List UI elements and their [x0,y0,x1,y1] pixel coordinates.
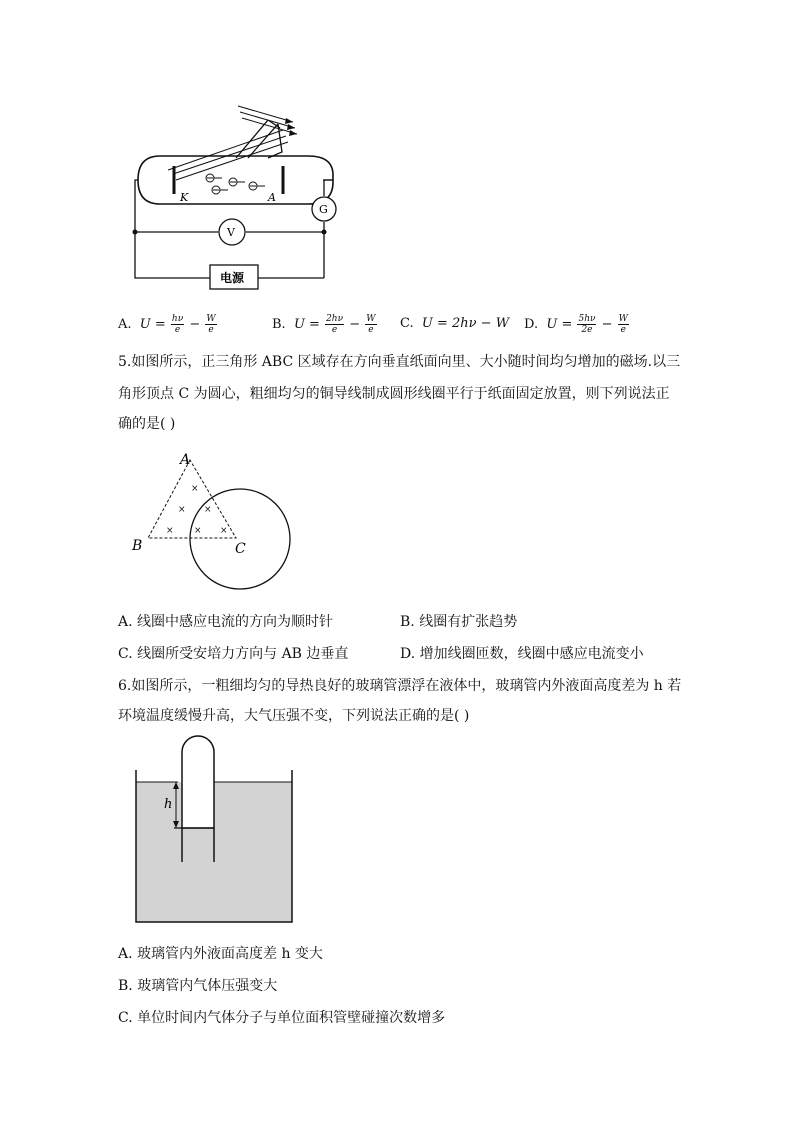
glass-tube-figure [128,730,300,926]
q6-stem-line-2: 环境温度缓慢升高，大气压强不变，下列说法正确的是( ) [118,708,470,724]
q5-option-b: B. 线圈有扩张趋势 [400,614,518,630]
svg-text:×: × [166,526,174,536]
q6-option-c: C. 单位时间内气体分子与单位面积管壁碰撞次数增多 [118,1010,446,1026]
vacuum-tube [138,156,333,204]
coil-circle [190,489,290,589]
label-V: V [227,226,235,239]
q6-option-b: B. 玻璃管内气体压强变大 [118,978,278,994]
label-K: K [180,191,189,204]
label-A: A [180,452,191,468]
photoelectric-circuit-figure [118,100,348,300]
q5-option-c: C. 线圈所受安培力方向与 AB 边垂直 [118,646,349,662]
q4-option-c: C. U = 2hν − W [400,316,510,331]
svg-text:×: × [220,526,228,536]
q5-stem-line-2: 角形顶点 C 为圆心，粗细均匀的铜导线制成圆形线圈平行于纸面固定放置，则下列说法正 [118,386,670,402]
q5-stem-line-3: 确的是( ) [118,416,176,432]
q5-option-a: A. 线圈中感应电流的方向为顺时针 [118,614,334,630]
q6-stem-line-1: 6.如图所示，一粗细均匀的导热良好的玻璃管漂浮在液体中，玻璃管内外液面高度差为 h 若 [118,678,682,694]
label-A: A [268,191,276,204]
svg-text:×: × [191,484,199,494]
label-h: h [164,797,173,812]
label-B: B [132,538,143,554]
arrowheads [285,118,297,136]
light-rays [168,106,297,180]
q5-option-d: D. 增加线圈匝数，线圈中感应电流变小 [400,646,644,662]
field-crosses [166,484,228,536]
triangle-circle-figure [128,446,298,594]
glass-tube [182,736,214,828]
svg-text:×: × [194,526,202,536]
electrons [206,174,265,194]
q4-option-a: A. U = $\frac{h\nu}{e}$ − $\frac{W}{e}$ [118,314,216,335]
power-label: 电源 [220,271,245,285]
q5-stem-line-1: 5.如图所示，正三角形 ABC 区域存在方向垂直纸面向里、大小随时间均匀增加的磁场.以三 [118,354,681,370]
label-G: G [319,203,328,216]
label-C: C [235,541,246,557]
svg-text:×: × [178,505,186,515]
q4-option-b: B. U = $\frac{2h\nu}{e}$ − $\frac{W}{e}$ [272,314,376,335]
q6-option-a: A. 玻璃管内外液面高度差 h 变大 [118,946,323,962]
q4-option-d: D. U = $\frac{5h\nu}{2e}$ − $\frac{W}{e}$ [524,314,628,335]
svg-text:×: × [204,505,212,515]
